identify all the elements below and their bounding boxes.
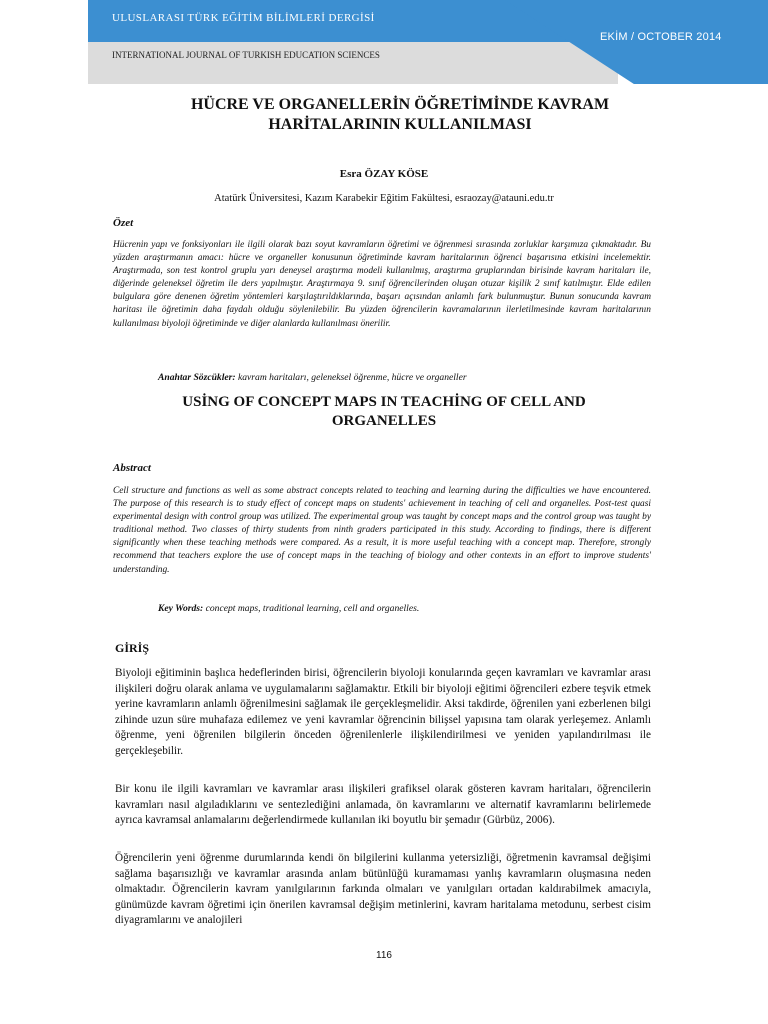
journal-title-tr: ULUSLARASI TÜRK EĞİTİM BİLİMLERİ DERGİSİ bbox=[112, 12, 375, 24]
abstract-keywords bbox=[158, 603, 419, 614]
author-affiliation: Atatürk Üniversitesi, Kazım Karabekir Eğitim Fakültesi, esraozay@atauni.edu.tr bbox=[214, 193, 554, 204]
page-number: 116 bbox=[376, 950, 392, 961]
ozet-text: Hücrenin yapı ve fonksiyonları ile ilgili olarak bazı soyut kavramların öğretimi ve öğrenmesi sırasında zorluklar karşımıza çıkmaktadır. Bu yüzden araştırmanın amacı: hücre ve organeller konusunun öğretiminde kavram haritalarının öğrenci başarısına etkisini incelemektir. Araştırmada, son test kontrol gruplu yarı deneysel araştırma modeli kullanılmış, araştırma gruplarından birisinde kavram haritaları ile, diğerinde geleneksel öğretim ile ders yapılmıştır. Araştırmaya 9. sınıf öğrencilerinden oluşan otuzar kişilik 2 sınıf katılmıştır. Elde edilen bulgulara göre denenen öğretim yöntemleri karşılaştırıldıklarında, başarı açısından anlamlı fark bulunmuştur. Bunun sonucunda kavram haritası ile öğretimin daha faydalı olduğu söylenilebilir. Bu yüzden öğrencilerin kavramalarının ilerletilmesinde kavram haritalarının kullanılması biyoloji öğretiminde ve diğer alanlarda kullanılması önerilir. bbox=[113, 240, 651, 329]
issue-date: EKİM / OCTOBER 2014 bbox=[600, 31, 722, 43]
journal-title-en: INTERNATIONAL JOURNAL OF TURKISH EDUCATION SCIENCES bbox=[112, 50, 380, 60]
giris-paragraph-2: Bir konu ile ilgili kavramları ve kavramlar arası ilişkileri grafiksel olarak gösteren kavram haritaları, öğrencilerin kavramları nasıl algıladıklarını ve sentezlediğini anlamada, ön kavramlarını ve alternatif kavramlarını belirlemede ayrıca kavramsal anlamalarını değerlendirmede kullanılan iki boyutlu bir şemadır (Gürbüz, 2006). bbox=[115, 783, 651, 827]
ozet-keywords-label: Anahtar Sözcükler: bbox=[158, 372, 236, 383]
abstract-keywords-label: Key Words: bbox=[158, 603, 204, 614]
ozet-keywords bbox=[158, 372, 467, 383]
ozet-keywords-text: kavram haritaları, geleneksel öğrenme, hücre ve organeller bbox=[237, 372, 467, 383]
article-title-tr: HÜCRE VE ORGANELLERİN ÖĞRETİMİNDE KAVRAM HARİTALARININ KULLANILMASI bbox=[190, 96, 610, 133]
article-title-en: USİNG OF CONCEPT MAPS IN TEACHİNG OF CELL AND ORGANELLES bbox=[182, 394, 586, 429]
abstract-heading: Abstract bbox=[113, 462, 151, 474]
giris-heading: GİRİŞ bbox=[115, 641, 150, 655]
ozet-heading: Özet bbox=[113, 217, 134, 229]
abstract-keywords-text: concept maps, traditional learning, cell and organelles. bbox=[205, 603, 420, 614]
giris-paragraph-3: Öğrencilerin yeni öğrenme durumlarında kendi ön bilgilerini kullanma yetersizliği, öğretmenin kavramsal değişimi sağlama başarısızlığı ve kavramlar arasında anlam bütünlüğü kuramaması yanlış kavramların oluşmasına neden olmaktadır. Öğrencilerin kavram yanılgılarının farkında olmaları ve yanılgıları ortadan kaldırabilmek amacıyla, günümüzde kavram öğretimi için önerilen kavramsal değişim metinlerini, kavram haritalama metodunu, serbest cisim diyagramlarını ve analojileri bbox=[115, 852, 651, 927]
author-name: Esra ÖZAY KÖSE bbox=[339, 168, 429, 180]
giris-paragraph-1: Biyoloji eğitiminin başlıca hedeflerinden birisi, öğrencilerin biyoloji konularında geçen kavramları ve kavramlar arası ilişkileri doğru olarak anlama ve uygulamalarını sağlamaktır. Etkili bir biyoloji eğitimi öğrencileri ezbere teşvik etmek yerine kavramların anlamlı öğrenilmesini sağlamak ile gerçekleşmelidir. Aksi takdirde, öğrenilen yani ezberlenen bilgi zihinde uzun süre muhafaza edilemez ve yeni kavramlar öğrencinin bilişsel yapısına tam olarak yerleşemez. Anlamlı öğrenme, yeni öğrenilen bilgilerin önceden öğrenilenlerle ilişkilendirilmesi ve yeniden yapılandırılması ile gerçekleşebilir. bbox=[115, 667, 651, 757]
abstract-text: Cell structure and functions as well as some abstract concepts related to teaching and learning during the difficulties we have encountered. The purpose of this research is to study effect of concept maps on students' achievement in teaching of cell and organelles. Post-test quasi experimental design with control group was utilized. The experimental group was taught by concept maps and the control group was taught by traditional method. Two classes of thirty students from ninth graders participated in this study. According to findings, there is different significantly when these teaching methods were compared. As a result, it is more useful teaching with a concept map. Therefore, strongly recommend that teachers explore the use of concept maps in the teaching of biology and other contexts in an effort to improve students' understanding. bbox=[113, 486, 651, 575]
header-band-gray bbox=[88, 42, 618, 84]
